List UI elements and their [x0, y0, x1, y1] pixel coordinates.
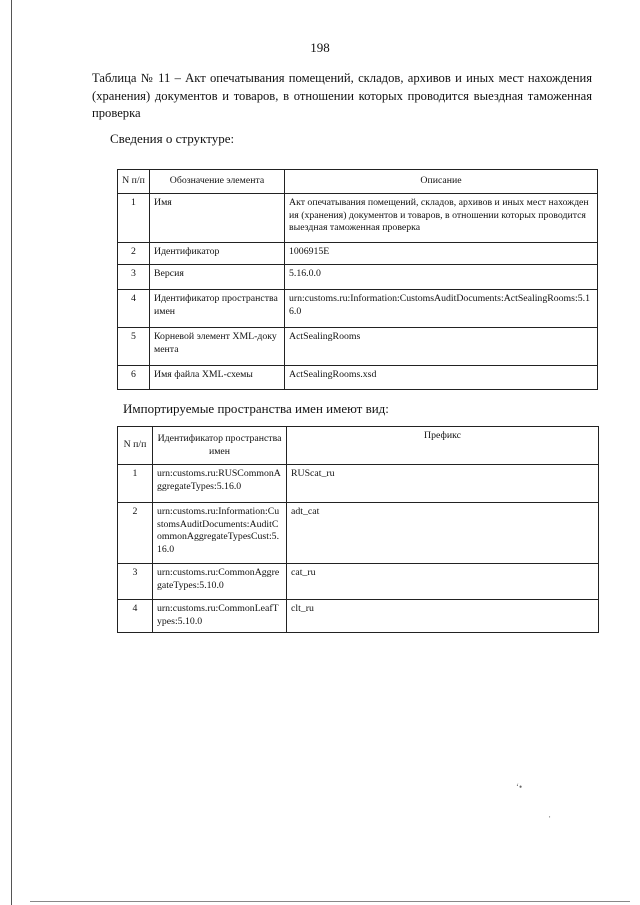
- table-row: [118, 290, 598, 328]
- table-row: [118, 366, 598, 390]
- namespace-identifier: urn:customs.ru:RUSCommonAggregateTypes:5.16.0: [153, 465, 287, 503]
- column-header-namespace: Идентификатор пространства имен: [153, 427, 287, 465]
- namespace-prefix: adt_cat: [287, 503, 599, 564]
- namespace-identifier: urn:customs.ru:CommonAggregateTypes:5.10.0: [153, 564, 287, 600]
- page-frame-bottom-edge: [30, 901, 630, 902]
- structure-table: [117, 169, 598, 390]
- element-description: ActSealingRooms: [285, 328, 598, 366]
- column-header-prefix: Префикс: [287, 427, 599, 465]
- table-row: [118, 265, 598, 290]
- column-header-description: Описание: [285, 170, 598, 194]
- row-number: 4: [118, 290, 150, 328]
- table-row: [118, 328, 598, 366]
- element-name: Идентификатор: [150, 243, 285, 265]
- row-number: 3: [118, 265, 150, 290]
- scan-speck: ‘•: [516, 782, 523, 792]
- column-header-element: Обозначение элемента: [150, 170, 285, 194]
- row-number: 2: [118, 503, 153, 564]
- row-number: 2: [118, 243, 150, 265]
- page-frame-left-edge: [11, 0, 12, 905]
- table-caption: Таблица № 11 – Акт опечатывания помещений, складов, архивов и иных мест нахождения (хранения) документов и товаров, в отношении которых проводится выездная таможенная проверка: [92, 71, 592, 120]
- element-name: Корневой элемент XML-документа: [150, 328, 285, 366]
- row-number: 4: [118, 600, 153, 633]
- table-row: [118, 465, 599, 503]
- row-number: 1: [118, 465, 153, 503]
- namespace-prefix: cat_ru: [287, 564, 599, 600]
- column-header-number: N п/п: [118, 170, 150, 194]
- namespace-prefix: clt_ru: [287, 600, 599, 633]
- page-number: 198: [310, 40, 330, 55]
- scan-speck: ⋅: [548, 812, 552, 822]
- row-number: 6: [118, 366, 150, 390]
- element-description: 1006915E: [285, 243, 598, 265]
- element-name: Имя файла XML-схемы: [150, 366, 285, 390]
- namespace-identifier: urn:customs.ru:Information:CustomsAuditDocuments:AuditCommonAggregateTypesCust:5.16.0: [153, 503, 287, 564]
- table-row: [118, 600, 599, 633]
- element-name: Идентификатор пространства имен: [150, 290, 285, 328]
- table-row: [118, 243, 598, 265]
- namespace-prefix: RUScat_ru: [287, 465, 599, 503]
- structure-label: Сведения о структуре:: [110, 131, 235, 146]
- row-number: 3: [118, 564, 153, 600]
- element-description: ActSealingRooms.xsd: [285, 366, 598, 390]
- row-number: 1: [118, 194, 150, 243]
- namespaces-table-header-row: [118, 427, 599, 465]
- namespaces-table: [117, 426, 599, 633]
- element-name: Имя: [150, 194, 285, 243]
- table-row: [118, 564, 599, 600]
- element-name: Версия: [150, 265, 285, 290]
- column-header-number: N п/п: [118, 427, 153, 465]
- element-description: urn:customs.ru:Information:CustomsAuditDocuments:ActSealingRooms:5.16.0: [285, 290, 598, 328]
- namespace-identifier: urn:customs.ru:CommonLeafTypes:5.10.0: [153, 600, 287, 633]
- element-description: Акт опечатывания помещений, складов, архивов и иных мест нахождения (хранения) документов и товаров, в отношении которых проводится выездная таможенная проверка: [285, 194, 598, 243]
- structure-table-header-row: [118, 170, 598, 194]
- table-row: [118, 503, 599, 564]
- namespaces-label: Импортируемые пространства имен имеют вид:: [123, 401, 389, 416]
- row-number: 5: [118, 328, 150, 366]
- element-description: 5.16.0.0: [285, 265, 598, 290]
- table-row: [118, 194, 598, 243]
